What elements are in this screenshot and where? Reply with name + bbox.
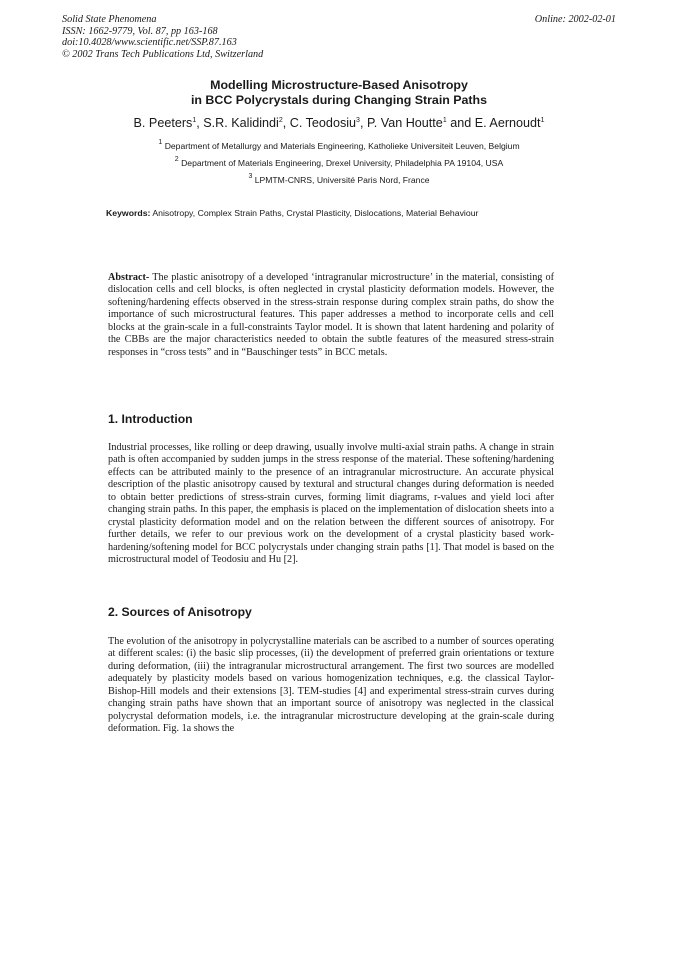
keywords [106, 208, 576, 219]
author: B. Peeters$^1$ [133, 116, 197, 130]
paper-title [0, 78, 678, 108]
author: P. Van Houtte$^1$ [366, 116, 447, 130]
affiliation-3: $^3$ LPMTM-CNRS, Université Paris Nord, France [248, 173, 430, 185]
journal-header [62, 14, 263, 60]
author: E. Aernoudt$^1$ [474, 116, 545, 130]
title-line-2: in BCC Polycrystals during Changing Strain Paths [190, 93, 488, 107]
keywords-text: Anisotropy, Complex Strain Paths, Crystal Plasticity, Dislocations, Material Behaviour [152, 208, 479, 218]
copyright-line: © 2002 Trans Tech Publications Ltd, Switzerland [62, 48, 264, 60]
abstract [108, 272, 554, 359]
author: S.R. Kalidindi$^2$ [203, 116, 283, 130]
online-date: Online: 2002-02-01 [534, 14, 616, 25]
doi-line: doi:10.4028/www.scientific.net/SSP.87.163 [62, 37, 237, 49]
section-body-sources: The evolution of the anisotropy in polycrystalline materials can be ascribed to a number of sources operating at different scales: (i) the basic slip processes, (ii) the development of preferred grain orientations or texture during deformation, (iii) the intragranular microstructural arrangement. The first two sources are modelled adequately by plasticity models based on various homogenization techniques, e.g. the classical Taylor-Bishop-Hill models and their extensions [3]. TEM-studies [4] and experimental stress-strain curves during changing strain paths have shown that an important source of anisotropy was neglected in the classical polycrystal deformation models, i.e. the intragranular microstructure developing at the grain-scale during deformation. Fig. 1a shows the [108, 636, 554, 735]
issn-line: ISSN: 1662-9779, Vol. 87, pp 163-168 [62, 25, 218, 37]
journal-name: Solid State Phenomena [62, 14, 157, 25]
affiliation-2: $^2$ Department of Materials Engineering, Drexel University, Philadelphia PA 19104, USA [174, 156, 504, 168]
author-list: B. Peeters$^1$, S.R. Kalidindi$^2$, C. Teodosiu$^3$, P. Van Houtte$^1$ and E. Aernoudt$^1$ [133, 116, 545, 130]
keywords-label: Keywords: [106, 208, 151, 218]
abstract-label: Abstract- [108, 272, 150, 283]
title-line-1: Modelling Microstructure-Based Anisotropy [210, 78, 468, 92]
abstract-text: The plastic anisotropy of a developed ‘intragranular microstructure’ in the material, consisting of dislocation cells and cell blocks, is often neglected in crystal plasticity deformation models. However, the softening/hardening effects observed in the stress-strain response during complex strain paths, do show the importance of such microstructural features. This paper addresses a method to incorporate cells and cell blocks at the grain-scale in a full-constraints Taylor model. It is shown that latent hardening and polarity of the CBBs are the major characteristics needed to obtain the subtle features of the measured stress-strain responses in “cross tests” and in “Bauschinger tests” in BCC metals. [108, 272, 554, 358]
affiliation-1: $^1$ Department of Metallurgy and Materials Engineering, Katholieke Universiteit Leuven, Belgium [158, 139, 520, 151]
section-body-introduction: Industrial processes, like rolling or deep drawing, usually involve multi-axial strain paths. A change in strain path is often accompanied by sudden jumps in the stress response of the material. These softening/hardening effects can be attributed mainly to the presence of an intragranular microstructure. An accurate physical description of the plastic anisotropy caused by textural and structural changes during deformation is needed to obtain better predictions of stress-strain curves, forming limit diagrams, r-values and yield loci after changing strain paths. In this paper, the emphasis is placed on the implementation of dislocation sheets into a crystal plasticity deformation model and on the relation between the different sources of anisotropy. For further details, we refer to our previous work on the development of a crystal plasticity based work-hardening/softening model for BCC polycrystals under changing strain paths [1]. That model is based on the microstructural model of Teodosiu and Hu [2]. [108, 442, 554, 566]
section-heading-introduction: 1. Introduction [108, 412, 193, 426]
author: C. Teodosiu$^3$ [289, 116, 360, 130]
section-heading-sources: 2. Sources of Anisotropy [108, 605, 252, 619]
